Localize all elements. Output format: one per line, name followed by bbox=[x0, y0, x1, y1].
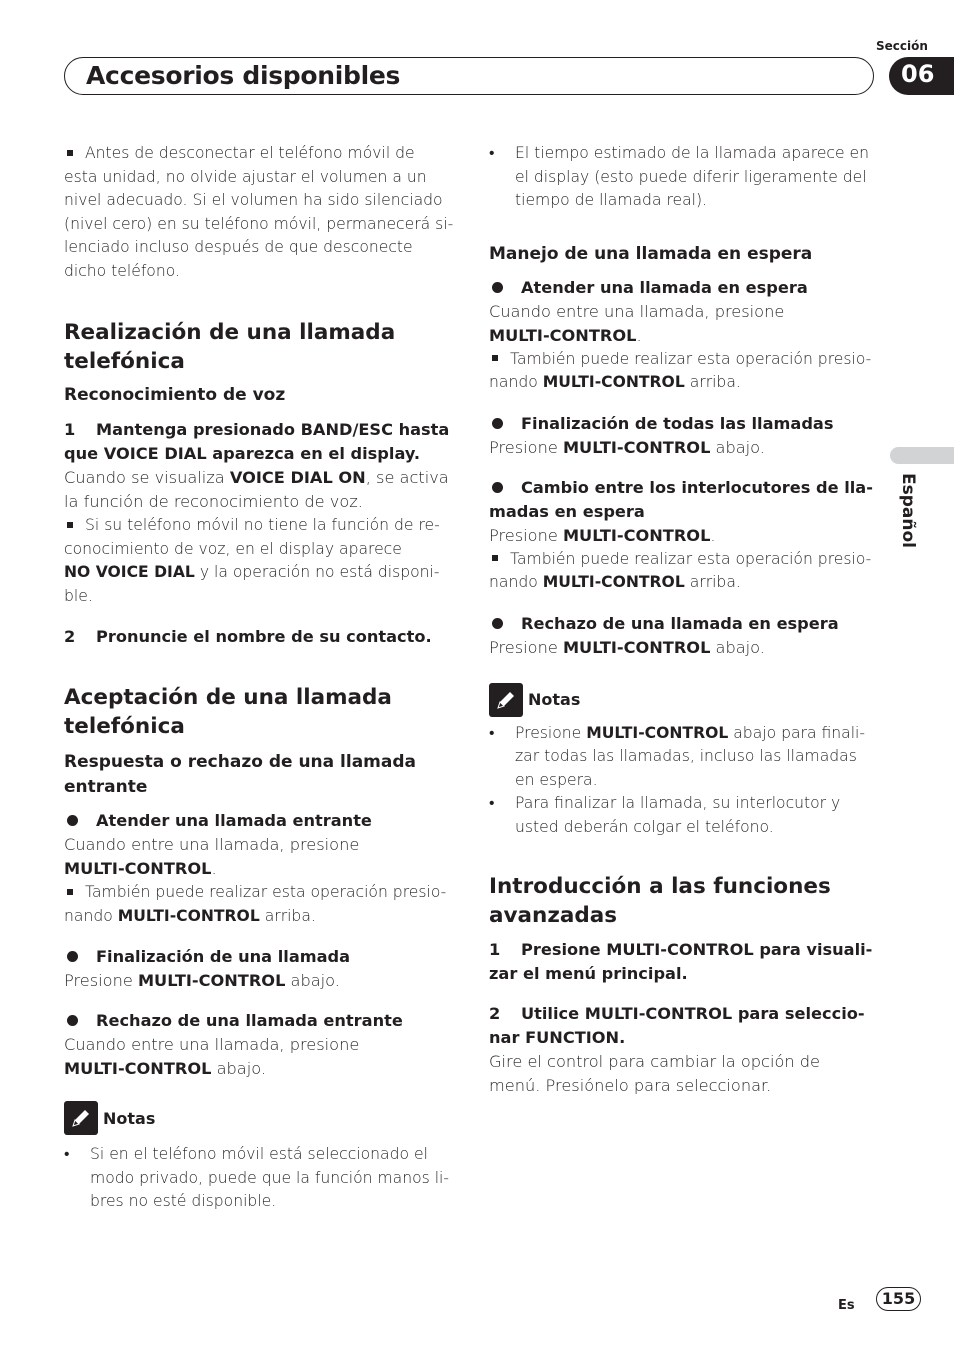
square-bullet-icon bbox=[492, 355, 498, 361]
end-heading: Finalización de una llamada bbox=[64, 945, 454, 969]
adv-step-2-text: Gire el control para cambiar la opción de menú. Presiónelo para seleccionar. bbox=[489, 1052, 820, 1095]
end-all-heading: Finalización de todas las llamadas bbox=[489, 412, 874, 436]
square-bullet-icon bbox=[67, 150, 73, 156]
adv-step-1: 1 Presione MULTI-CONTROL para visuali- zar el menú principal. bbox=[489, 940, 873, 983]
square-bullet-icon bbox=[492, 555, 498, 561]
end-all-text: Presione MULTI-CONTROL abajo. bbox=[489, 437, 765, 457]
heading-call: Realización de una llamada telefónica bbox=[64, 320, 396, 374]
section-label: Sección bbox=[876, 39, 928, 53]
right-column bbox=[489, 140, 874, 1098]
square-bullet-icon bbox=[67, 889, 73, 895]
reject-wait-heading: Rechazo de una llamada en espera bbox=[489, 612, 874, 636]
pencil-note-icon bbox=[64, 1101, 98, 1135]
step-2: 2 Pronuncie el nombre de su contacto. bbox=[64, 627, 432, 646]
section-badge: 06 bbox=[889, 57, 954, 95]
page-title: Accesorios disponibles bbox=[86, 61, 401, 90]
reject-wait-text: Presione MULTI-CONTROL abajo. bbox=[489, 637, 765, 657]
answer-note: También puede realizar esta operación presio- nando MULTI-CONTROL arriba. bbox=[64, 883, 447, 925]
subheading-wait: Manejo de una llamada en espera bbox=[489, 243, 813, 264]
heading-advanced: Introducción a las funciones avanzadas bbox=[489, 874, 831, 928]
notes-header: Notas bbox=[489, 683, 874, 717]
header-bar bbox=[64, 57, 874, 95]
left-column bbox=[64, 140, 454, 1214]
reject-text: Cuando entre una llamada, presione MULTI-CONTROL abajo. bbox=[64, 1035, 360, 1078]
adv-step-2: 2 Utilice MULTI-CONTROL para seleccio- nar FUNCTION. bbox=[489, 1004, 865, 1047]
switch-text: Presione MULTI-CONTROL. bbox=[489, 525, 716, 545]
switch-heading: Cambio entre los interlocutores de lla- madas en espera bbox=[489, 477, 873, 521]
round-bullet-icon bbox=[67, 1015, 78, 1026]
wait-answer-note: También puede realizar esta operación presio- nando MULTI-CONTROL arriba. bbox=[489, 349, 872, 391]
heading-accept: Aceptación de una llamada telefónica bbox=[64, 685, 392, 739]
round-bullet-icon bbox=[492, 482, 503, 493]
voice-note: Si su teléfono móvil no tiene la función de re- conocimiento de voz, en el display aparece NO VOICE DIAL y la operación no está disponi- ble. bbox=[64, 516, 440, 605]
notes-list: • Si en el teléfono móvil está seleccionado el modo privado, puede que la función manos li- bres no esté disponible. bbox=[64, 1145, 449, 1210]
page-number: 155 bbox=[876, 1287, 921, 1311]
language-label: Español bbox=[898, 473, 918, 548]
notes-header: Notas bbox=[64, 1101, 454, 1135]
end-text: Presione MULTI-CONTROL abajo. bbox=[64, 971, 340, 990]
square-bullet-icon bbox=[67, 522, 73, 528]
step-1-text: Cuando se visualiza VOICE DIAL ON, se activa la función de reconocimiento de voz. bbox=[64, 468, 449, 511]
subheading-answer: Respuesta o rechazo de una llamada entrante bbox=[64, 752, 416, 797]
subheading-voice: Reconocimiento de voz bbox=[64, 385, 286, 405]
intro-note: Antes de desconectar el teléfono móvil de esta unidad, no olvide ajustar el volumen a un nivel adecuado. Si el volumen ha sido silenciado (nivel cero) en su teléfono móvil, permanecerá si- lenciado incluso después de que desconecte dicho teléfono. bbox=[64, 144, 454, 280]
round-bullet-icon bbox=[67, 951, 78, 962]
answer-heading: Atender una llamada entrante bbox=[64, 809, 454, 833]
time-note: • El tiempo estimado de la llamada aparece en el display (esto puede diferir ligeramente del tiempo de llamada real). bbox=[489, 144, 870, 209]
round-bullet-icon bbox=[67, 815, 78, 826]
wait-answer-text: Cuando entre una llamada, presione MULTI-CONTROL. bbox=[489, 301, 785, 345]
pencil-note-icon bbox=[489, 683, 523, 717]
language-code: Es bbox=[838, 1298, 855, 1313]
answer-text: Cuando entre una llamada, presione MULTI-CONTROL. bbox=[64, 835, 360, 878]
notes-list: • Presione MULTI-CONTROL abajo para finali- zar todas las llamadas, incluso las llamadas en espera. • Para finalizar la llamada, su interlocutor y usted deberán colgar el teléfono. bbox=[489, 723, 866, 836]
round-bullet-icon bbox=[492, 418, 503, 429]
step-1: 1 Mantenga presionado BAND/ESC hasta que VOICE DIAL aparezca en el display. bbox=[64, 420, 450, 463]
language-tab bbox=[890, 447, 954, 464]
switch-note: También puede realizar esta operación presio- nando MULTI-CONTROL arriba. bbox=[489, 549, 872, 591]
wait-answer-heading: Atender una llamada en espera bbox=[489, 276, 874, 300]
round-bullet-icon bbox=[492, 282, 503, 293]
reject-heading: Rechazo de una llamada entrante bbox=[64, 1009, 454, 1033]
round-bullet-icon bbox=[492, 618, 503, 629]
